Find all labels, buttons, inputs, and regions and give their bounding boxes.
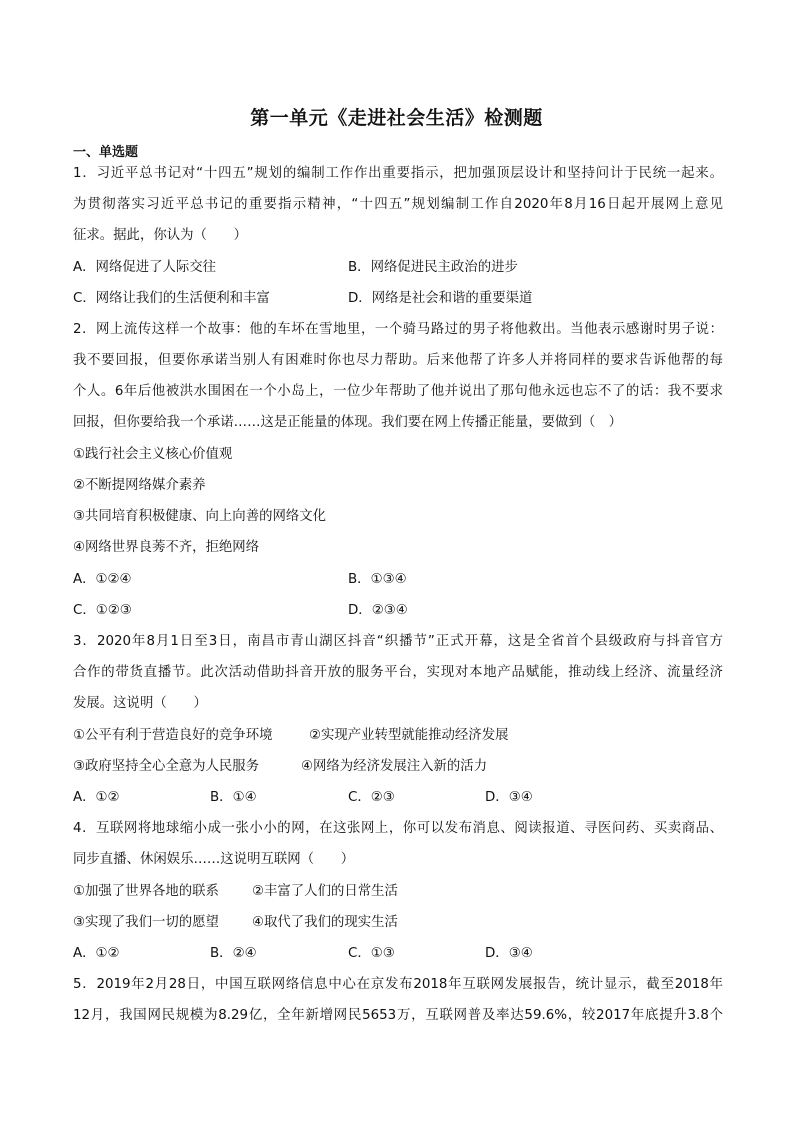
question-1-line-1: 1．习近平总书记对“十四五”规划的编制工作作出重要指示，把加强顶层设计和坚持问计于民统一起来。 bbox=[73, 166, 723, 181]
question-2-option-c: C．①②③ bbox=[73, 603, 132, 618]
question-2-item-4: ④网络世界良莠不齐，拒绝网络 bbox=[73, 540, 260, 555]
question-4-line-1: 4．互联网将地球缩小成一张小小的网，在这张网上，你可以发布消息、阅读报道、寻医问药、买卖商品、 bbox=[73, 821, 723, 836]
question-2-option-d: D．②③④ bbox=[348, 603, 408, 618]
question-1-line-3: 征求。据此，你认为（ ） bbox=[73, 228, 248, 243]
question-4-line-2: 同步直播、休闲娱乐……这说明互联网（ ） bbox=[73, 852, 355, 867]
question-3-line-1: 3．2020年8月1日至3日，南昌市青山湖区抖音“织播节”正式开幕，这是全省首个县级政府与抖音官方 bbox=[73, 634, 723, 649]
question-3-option-c: C．②③ bbox=[348, 790, 395, 805]
question-3-line-3: 发展。这说明（ ） bbox=[73, 696, 207, 711]
question-2-line-4: 回报，但你要给我一个承诺……这是正能量的体现。我们要在网上传播正能量，要做到（ ） bbox=[73, 415, 623, 430]
question-5-line-2: 12月，我国网民规模为8.29亿，全年新增网民5653万，互联网普及率达59.6%，较2017年底提升3.8个 bbox=[73, 1008, 723, 1023]
question-4-item-1: ①加强了世界各地的联系 bbox=[73, 884, 219, 899]
question-4-option-c: C．①③ bbox=[348, 946, 395, 961]
question-3-item-1: ①公平有利于营造良好的竞争环境 bbox=[73, 728, 273, 743]
question-3-option-a: A．①② bbox=[73, 790, 120, 805]
question-2-line-3: 个人。6年后他被洪水围困在一个小岛上，一位少年帮助了他并说出了那句他永远也忘不了的话：我不要求 bbox=[73, 384, 723, 399]
question-1-option-d: D．网络是社会和谐的重要渠道 bbox=[348, 291, 533, 306]
question-3-item-3: ③政府坚持全心全意为人民服务 bbox=[73, 759, 260, 774]
section-heading: 一、单选题 bbox=[73, 145, 139, 160]
question-2-line-2: 我不要回报，但要你承诺当别人有困难时你也尽力帮助。后来他帮了许多人并将同样的要求告诉他帮的每 bbox=[73, 353, 723, 368]
question-3-line-2: 合作的带货直播节。此次活动借助抖音开放的服务平台，实现对本地产品赋能，推动线上经济、流量经济 bbox=[73, 665, 723, 680]
question-1-option-a: A．网络促进了人际交往 bbox=[73, 260, 217, 275]
question-1-option-b: B．网络促进民主政治的进步 bbox=[348, 260, 518, 275]
question-4-option-d: D．③④ bbox=[485, 946, 533, 961]
question-2-line-1: 2．网上流传这样一个故事：他的车坏在雪地里，一个骑马路过的男子将他救出。当他表示感谢时男子说： bbox=[73, 322, 723, 337]
question-3-item-2: ②实现产业转型就能推动经济发展 bbox=[309, 728, 509, 743]
question-4-option-a: A．①② bbox=[73, 946, 120, 961]
question-4-item-2: ②丰富了人们的日常生活 bbox=[252, 884, 398, 899]
question-2-option-a: A．①②④ bbox=[73, 572, 132, 587]
question-4-option-b: B．②④ bbox=[210, 946, 257, 961]
question-3-item-4: ④网络为经济发展注入新的活力 bbox=[301, 759, 488, 774]
question-1-option-c: C．网络让我们的生活便利和丰富 bbox=[73, 291, 270, 306]
page-title: 第一单元《走进社会生活》检测题 bbox=[250, 107, 543, 129]
question-4-item-4: ④取代了我们的现实生活 bbox=[252, 915, 398, 930]
question-1-line-2: 为贯彻落实习近平总书记的重要指示精神，“十四五”规划编制工作自2020年8月16日起开展网上意见 bbox=[73, 197, 723, 212]
question-2-item-1: ①践行社会主义核心价值观 bbox=[73, 447, 233, 462]
question-2-item-3: ③共同培育积极健康、向上向善的网络文化 bbox=[73, 509, 327, 524]
question-2-option-b: B．①③④ bbox=[348, 572, 407, 587]
question-4-item-3: ③实现了我们一切的愿望 bbox=[73, 915, 219, 930]
question-3-option-b: B．①④ bbox=[210, 790, 257, 805]
question-2-item-2: ②不断提网络媒介素养 bbox=[73, 478, 206, 493]
question-3-option-d: D．③④ bbox=[485, 790, 533, 805]
question-5-line-1: 5．2019年2月28日，中国互联网络信息中心在京发布2018年互联网发展报告，统计显示，截至2018年 bbox=[73, 977, 723, 992]
